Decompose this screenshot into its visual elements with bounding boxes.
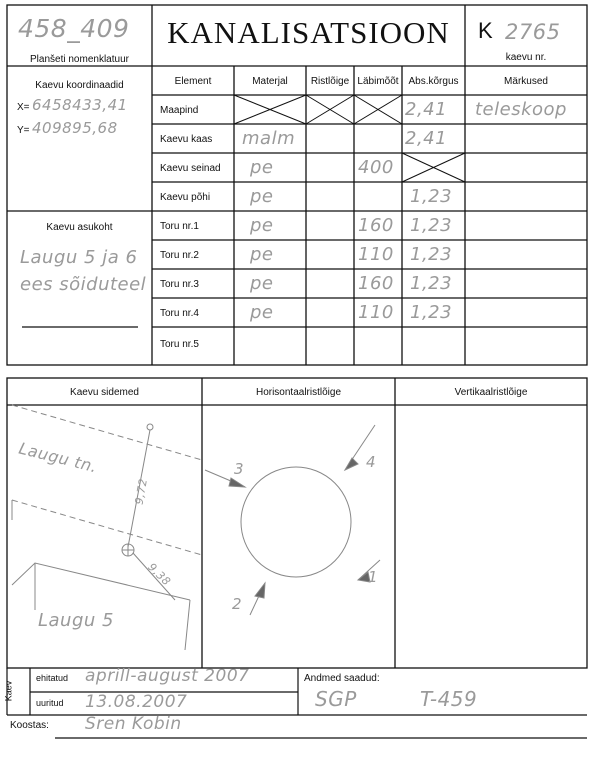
ehitatud-value: aprill-august 2007 <box>85 666 250 686</box>
row-materjal: pe <box>250 215 274 236</box>
nomenklatuur-value: 458_409 <box>18 14 130 43</box>
koordinaadid-label: Kaevu koordinaadid <box>35 80 124 91</box>
uuritud-label: uuritud <box>36 698 64 708</box>
k-label: K <box>478 18 493 43</box>
kaev-label: Kaev <box>3 680 14 702</box>
y-value: 409895,68 <box>32 119 118 137</box>
x-value: 6458433,41 <box>32 96 128 114</box>
row-abs: 2,41 <box>405 99 448 120</box>
row-element: Toru nr.3 <box>160 279 199 290</box>
andmed-value-2: T-459 <box>420 687 478 711</box>
asukoht-line2: ees sõiduteel <box>20 274 147 295</box>
pipe-number-3: 3 <box>234 460 245 478</box>
nomenklatuur-label: Planšeti nomenklatuur <box>30 54 129 65</box>
x-label: X= <box>17 102 30 113</box>
ehitatud-label: ehitatud <box>36 673 69 683</box>
col-header-markused: Märkused <box>504 76 548 87</box>
andmed-value-1: SGP <box>315 687 357 711</box>
row-materjal: pe <box>250 273 274 294</box>
row-element: Kaevu põhi <box>160 192 211 203</box>
kaevu-nr-label: kaevu nr. <box>505 52 547 63</box>
pipe-number-4: 4 <box>366 453 377 471</box>
sidemed-label: Kaevu sidemed <box>70 387 139 398</box>
y-label: Y= <box>17 125 30 136</box>
col-header-materjal: Materjal <box>252 76 288 87</box>
koostas-value: Sren Kobin <box>85 714 182 734</box>
koostas-label: Koostas: <box>10 720 49 731</box>
row-abs: 1,23 <box>410 302 453 323</box>
pipe-number-1: 1 <box>368 568 379 586</box>
andmed-label: Andmed saadud: <box>304 673 380 684</box>
row-element: Toru nr.2 <box>160 250 199 261</box>
horisontaal-label: Horisontaalristlõige <box>255 387 342 398</box>
row-abs: 1,23 <box>410 244 453 265</box>
asukoht-label: Kaevu asukoht <box>46 222 113 233</box>
distance-label-1: 9,72 <box>132 477 150 506</box>
row-element: Kaevu seinad <box>160 163 221 174</box>
row-element: Toru nr.1 <box>160 221 199 232</box>
row-materjal: pe <box>250 186 274 207</box>
row-materjal: malm <box>242 128 296 149</box>
row-markused: teleskoop <box>475 99 567 120</box>
row-abs: 1,23 <box>410 186 453 207</box>
pipe-number-2: 2 <box>232 595 243 613</box>
row-element: Kaevu kaas <box>160 134 213 145</box>
asukoht-line1: Laugu 5 ja 6 <box>20 247 138 268</box>
kaevu-nr-value: 2765 <box>505 20 561 44</box>
row-labimoot: 160 <box>358 273 394 294</box>
row-materjal: pe <box>250 244 274 265</box>
row-abs: 1,23 <box>410 215 453 236</box>
distance-label-2: 9,38 <box>145 560 174 589</box>
row-element: Maapind <box>160 105 199 116</box>
row-materjal: pe <box>250 157 274 178</box>
row-abs: 1,23 <box>410 273 453 294</box>
row-element: Toru nr.4 <box>160 308 199 319</box>
col-header-labimoot: Läbimõõt <box>357 76 399 87</box>
col-header-element: Element <box>174 76 212 87</box>
row-labimoot: 110 <box>358 302 394 323</box>
row-materjal: pe <box>250 302 274 323</box>
col-header-abskorgus: Abs.kõrgus <box>408 76 459 87</box>
row-labimoot: 400 <box>358 157 394 178</box>
row-abs: 2,41 <box>405 128 448 149</box>
vertikaal-label: Vertikaalristlõige <box>454 387 528 398</box>
uuritud-value: 13.08.2007 <box>85 692 188 712</box>
row-element: Toru nr.5 <box>160 339 199 350</box>
street-bottom-label: Laugu 5 <box>38 610 114 631</box>
row-labimoot: 110 <box>358 244 394 265</box>
street-top-label: Laugu tn. <box>16 438 100 477</box>
page-title: KANALISATSIOON <box>167 15 450 50</box>
col-header-ristloige: Ristlõige <box>310 76 350 87</box>
row-labimoot: 160 <box>358 215 394 236</box>
